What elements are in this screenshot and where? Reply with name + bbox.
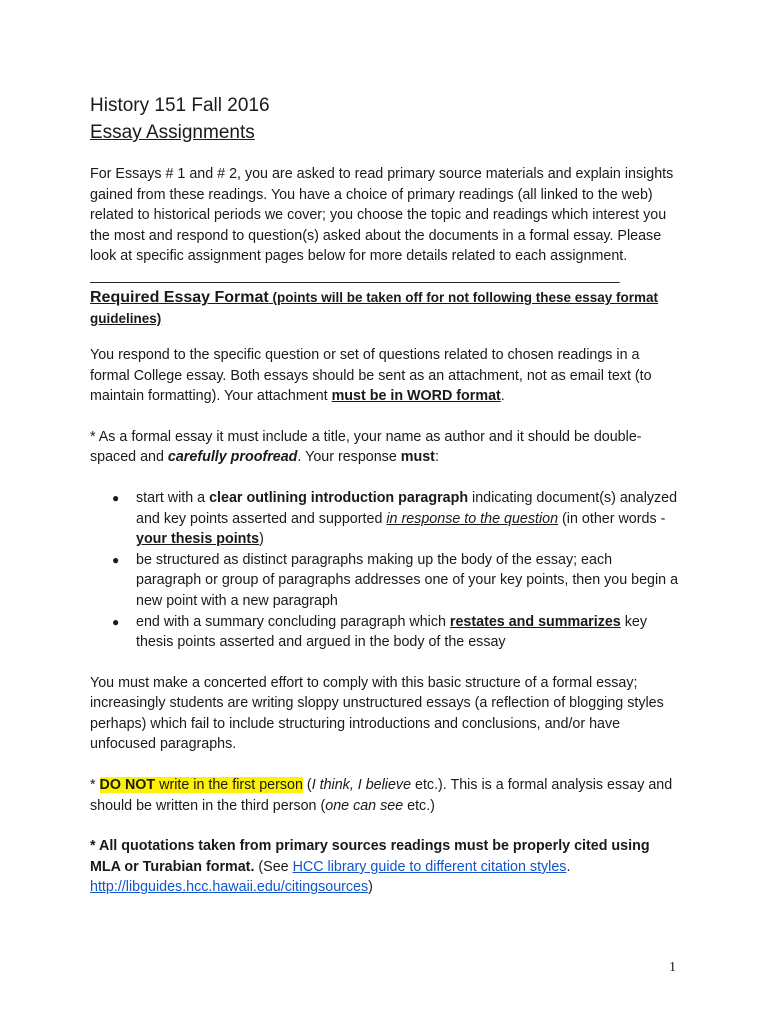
b1-emphasis: clear outlining introduction paragraph (209, 489, 469, 506)
citation-text-b: (See (254, 858, 293, 875)
b1-question-emphasis: in response to the question (386, 510, 559, 527)
page-title (90, 119, 680, 146)
citation-text-c: . (566, 858, 571, 875)
b3-text-c: key thesis points asserted and argued in the body of the essay (136, 613, 647, 651)
b1-text-g: ) (259, 531, 264, 548)
proofread-emphasis: carefully proofread (167, 449, 298, 466)
p4-text-a: * (90, 777, 100, 794)
i-think-example: I think, I believe (311, 777, 412, 794)
b1-text-e: (in other words - (558, 510, 666, 527)
b1-text-c: indicating document(s) analyzed and key points asserted and supported (136, 489, 678, 527)
separator-line: _______________________________________________________________________ (90, 268, 620, 283)
format-heading-main: Required Essay Format (90, 288, 269, 306)
bullet-icon: ● (112, 490, 120, 505)
formal-essay-text-e: : (434, 449, 439, 466)
b1-thesis-emphasis: your thesis points (136, 531, 260, 548)
citation-emphasis: * All quotations taken from primary sources readings must be properly cited using MLA or Turabian format. (90, 838, 650, 875)
submission-text: You respond to the specific question or set of questions related to chosen readings in a formal College essay. Both essays should be sent as an attachment, not as email text (to maintain formatting). Your attachment (90, 346, 652, 405)
b3-text-a: end with a summary concluding paragraph which (136, 613, 450, 630)
formal-essay-text-c: . Your response (297, 449, 401, 466)
list-item-body (90, 550, 680, 612)
format-heading-note: (points will be taken off for not following these essay format guidelines) (90, 289, 659, 326)
do-not-emphasis: DO NOT (99, 777, 156, 794)
citation-text-d: ) (368, 879, 373, 896)
intro-paragraph: For Essays # 1 and # 2, you are asked to read primary source materials and explain insights gained from these readings. You have a choice of primary readings (all linked to the web) related to historical periods we cover; you choose the topic and readings which interest you the most and respond to question(s) asked about the documents in a formal essay. Please look at specific assignment pages below for more details related to each assignment. (90, 166, 674, 265)
document-page (90, 92, 680, 898)
page-number: 1 (669, 960, 676, 975)
b2-text: be structured as distinct paragraphs making up the body of the essay; each paragraph or group of paragraphs addresses one of your key points, then you begin a new point with a new paragraph (136, 551, 679, 609)
first-person-highlight: write in the first person (155, 777, 303, 794)
bullet-icon: ● (112, 552, 120, 567)
structure-paragraph: You must make a concerted effort to comply with this basic structure of a formal essay; increasingly students are writing sloppy unstructured essays (a reflection of blogging styles perhaps) which fail to include structuring introductions and conclusions, and/or have unfocused paragraphs. (90, 674, 664, 753)
must-emphasis: must (400, 449, 435, 466)
one-can-see-example: one can see (325, 797, 404, 814)
formal-essay-paragraph (90, 427, 680, 468)
requirements-list (90, 488, 680, 653)
formal-essay-text-a: * As a formal essay it must include a title, your name as author and it should be double-spaced and (90, 428, 642, 466)
bullet-icon: ● (112, 614, 120, 629)
p4-text-d: ( (302, 777, 312, 794)
p4-text-h: etc.) (403, 797, 435, 814)
citation-paragraph (90, 836, 680, 898)
format-heading (90, 287, 680, 329)
citation-guide-link[interactable]: HCC library guide to different citation styles (292, 858, 567, 875)
libguides-url-link[interactable]: http://libguides.hcc.hawaii.edu/citingsources (90, 879, 369, 896)
list-item-introduction (90, 488, 680, 550)
word-format-emphasis: must be in WORD format (331, 388, 501, 405)
b1-text-a: start with a (136, 489, 210, 506)
submission-paragraph (90, 345, 680, 407)
p4-text-f: etc.). This is a formal analysis essay and should be written in the third person ( (90, 777, 673, 814)
first-person-paragraph (90, 775, 680, 816)
page-title-text: Essay Assignments (90, 122, 255, 143)
list-item-conclusion (90, 612, 680, 653)
submission-end: . (500, 388, 505, 405)
b3-emphasis: restates and summarizes (449, 613, 621, 630)
course-title: History 151 Fall 2016 (90, 95, 270, 116)
